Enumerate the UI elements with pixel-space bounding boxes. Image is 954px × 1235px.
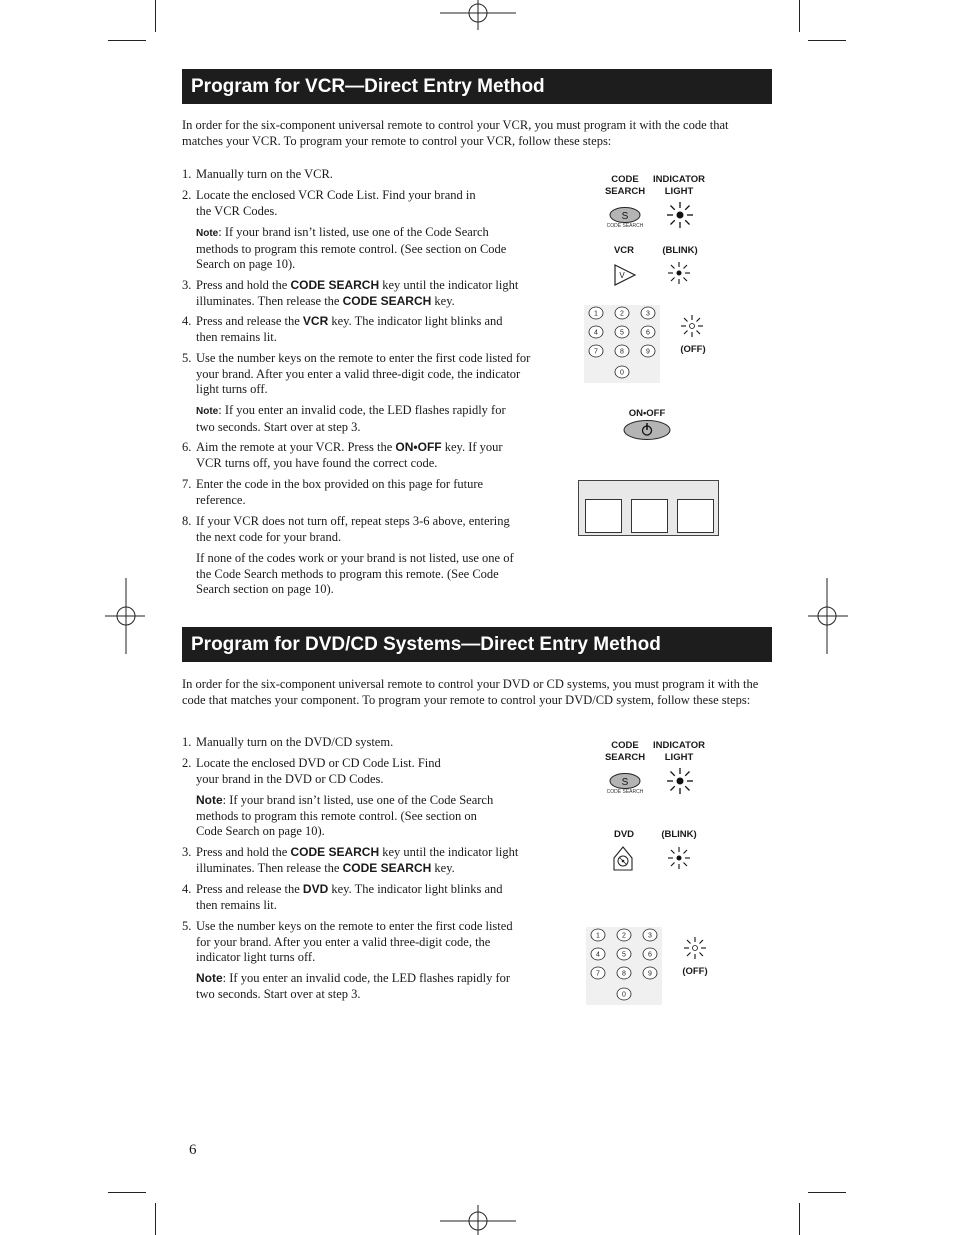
crop-mark <box>808 1192 846 1193</box>
keypad-digit: 6 <box>648 951 652 959</box>
step-text: key until the indicator light illuminates. Then release the <box>196 845 519 875</box>
vcr-key-label: VCR <box>302 314 329 328</box>
registration-mark-left <box>105 578 145 654</box>
keypad-digit: 5 <box>622 951 626 959</box>
step-text: If your VCR does not turn off, repeat steps 3-6 above, entering the next code for your brand. <box>196 514 510 544</box>
keypad-digit: 2 <box>620 310 624 318</box>
vcr-note-1 <box>196 225 522 273</box>
keypad-digit: 9 <box>648 970 652 978</box>
step-text: Use the number keys on the remote to enter the first code listed for your brand. After you enter a valid three-digit code, the indicator light turns off. <box>196 351 531 396</box>
note-label: Note <box>196 406 219 417</box>
vcr-step-1 <box>182 167 532 183</box>
step-text: Manually turn on the VCR. <box>196 167 333 181</box>
crop-mark <box>108 40 146 41</box>
dvd-key-icon <box>611 845 635 873</box>
dvd-note-1 <box>196 793 506 840</box>
code-digit-box[interactable] <box>585 499 622 533</box>
step-text: key. The indicator light blinks and then remains lit. <box>196 882 503 912</box>
indicator-light-on-icon <box>666 201 694 229</box>
step-number: 3. <box>182 845 192 859</box>
code-search-key-label: CODE SEARCH <box>342 860 432 875</box>
keypad-digit: 6 <box>646 329 650 337</box>
number-keypad-icon <box>586 927 666 1007</box>
vcr-key-icon <box>611 262 639 288</box>
step-text: Press and release the <box>196 314 303 328</box>
step-text: Press and hold the <box>196 845 291 859</box>
note-label: Note <box>196 971 223 985</box>
indicator-light-blink-icon <box>667 261 691 285</box>
code-search-key-label: CODE SEARCH <box>290 278 380 292</box>
crop-mark <box>155 1203 156 1235</box>
note-label: Note <box>196 228 219 239</box>
onoff-label: ON•OFF <box>628 408 666 419</box>
keypad-digit: 8 <box>622 970 626 978</box>
vcr-step-6 <box>182 440 512 471</box>
note-text: : If you enter an invalid code, the LED flashes rapidly for two seconds. Start over at step 3. <box>196 971 511 1001</box>
number-keypad-icon <box>584 305 664 385</box>
dvd-step-3 <box>182 845 530 876</box>
keypad-digit: 0 <box>620 369 624 377</box>
keypad-digit: 5 <box>620 329 624 337</box>
off-label: (OFF) <box>682 966 708 977</box>
keypad-digit: 9 <box>646 348 650 356</box>
step-number: 6. <box>182 440 192 454</box>
vcr-step-8 <box>182 514 512 545</box>
step-number: 2. <box>182 188 192 202</box>
keypad-digit: 4 <box>596 951 600 959</box>
vcr-step-3 <box>182 278 527 309</box>
page-number: 6 <box>189 1142 197 1158</box>
step-text: key. <box>431 860 455 875</box>
blink-label: (BLINK) <box>662 245 698 256</box>
svg-text:CODE SEARCH: CODE SEARCH <box>606 223 644 229</box>
code-digit-box[interactable] <box>677 499 714 533</box>
step-number: 4. <box>182 314 192 328</box>
step-number: 3. <box>182 278 192 292</box>
onoff-key-label: ON•OFF <box>395 440 442 454</box>
svg-text:CODE SEARCH: CODE SEARCH <box>606 789 644 795</box>
keypad-digit: 8 <box>620 348 624 356</box>
crop-mark <box>799 0 800 32</box>
dvd-note-2 <box>196 971 530 1002</box>
step-text: Locate the enclosed DVD or CD Code List. Find your brand in the DVD or CD Codes. <box>196 756 441 786</box>
step-text: Press and hold the <box>196 278 291 292</box>
note-label: Note <box>196 793 223 807</box>
keypad-digit: 7 <box>596 970 600 978</box>
vcr-step-2 <box>182 188 492 219</box>
code-search-key-icon <box>606 769 646 795</box>
note-text: : If your brand isn’t listed, use one of the Code Search methods to program this remote control. (See section on Code Search on page 10). <box>196 793 494 838</box>
keypad-digit: 1 <box>596 932 600 940</box>
registration-mark-right <box>808 578 848 654</box>
indicator-light-on-icon <box>666 767 694 795</box>
step-text: Use the number keys on the remote to enter the first code listed for your brand. After you enter a valid three-digit code, the indicator light turns off. <box>196 919 513 964</box>
note-text: : If your brand isn’t listed, use one of the Code Search methods to program this remote control. (See section on Code Search on page 10). <box>196 225 507 271</box>
vcr-code-entry-box <box>578 480 719 536</box>
step-number: 2. <box>182 756 192 770</box>
keypad-digit: 1 <box>594 310 598 318</box>
step-number: 4. <box>182 882 192 896</box>
step-number: 1. <box>182 735 192 749</box>
registration-mark-top <box>440 0 516 30</box>
keypad-digit: 4 <box>594 329 598 337</box>
vcr-section-title: Program for VCR—Direct Entry Method <box>182 69 772 104</box>
code-search-key-label: CODE SEARCH <box>342 293 432 308</box>
step-text: Press and release the <box>196 882 303 896</box>
crop-mark <box>108 1192 146 1193</box>
vcr-closing-note: If none of the codes work or your brand is not listed, use one of the Code Search methods to program this remote. (See Code Search section on page 10). <box>196 551 514 596</box>
code-search-key-label: CODE SEARCH <box>290 845 380 859</box>
vcr-step-7 <box>182 477 492 508</box>
step-text: Manually turn on the DVD/CD system. <box>196 735 394 749</box>
step-number: 8. <box>182 514 192 528</box>
step-text: key until the indicator light illuminates. Then release the <box>196 278 519 308</box>
dvd-key-label: DVD <box>302 882 329 896</box>
step-text: Locate the enclosed VCR Code List. Find your brand in the VCR Codes. <box>196 188 476 218</box>
svg-text:V: V <box>619 271 625 280</box>
step-text: key. The indicator light blinks and then remains lit. <box>196 314 503 344</box>
indicator-light-label: INDICATOR LIGHT <box>653 740 705 763</box>
step-number: 1. <box>182 167 192 181</box>
indicator-light-label: INDICATOR LIGHT <box>653 174 705 197</box>
vcr-note-2 <box>196 403 526 435</box>
keypad-digit: 0 <box>622 991 626 999</box>
crop-mark <box>799 1203 800 1235</box>
code-digit-box[interactable] <box>631 499 668 533</box>
dvd-step-2 <box>182 756 462 787</box>
step-text: Aim the remote at your VCR. Press the <box>196 440 396 454</box>
crop-mark <box>808 40 846 41</box>
keypad-digit: 3 <box>648 932 652 940</box>
step-text: Enter the code in the box provided on this page for future reference. <box>196 477 484 507</box>
vcr-step-5 <box>182 351 542 398</box>
registration-mark-bottom <box>440 1205 516 1235</box>
indicator-light-off-icon <box>680 314 704 338</box>
vcr-step-4 <box>182 314 527 345</box>
dvd-step-1 <box>182 735 532 751</box>
keypad-digit: 3 <box>646 310 650 318</box>
power-key-icon <box>621 418 673 442</box>
svg-text:S: S <box>621 777 629 788</box>
crop-mark <box>155 0 156 32</box>
svg-text:S: S <box>621 211 629 222</box>
dvd-section-title: Program for DVD/CD Systems—Direct Entry Method <box>182 627 772 662</box>
off-label: (OFF) <box>680 344 706 355</box>
code-search-label: CODE SEARCH <box>604 740 646 763</box>
blink-label: (BLINK) <box>661 829 697 840</box>
dvd-intro: In order for the six-component universal remote to control your DVD or CD systems, you must program it with the code that matches your component. To program your remote to control your DVD/CD system, follow these steps: <box>182 677 759 707</box>
step-number: 7. <box>182 477 192 491</box>
indicator-light-off-icon <box>683 936 707 960</box>
step-number: 5. <box>182 351 192 365</box>
step-text: key. <box>431 293 455 308</box>
vcr-label: VCR <box>613 245 635 256</box>
code-search-label: CODE SEARCH <box>604 174 646 197</box>
note-text: : If you enter an invalid code, the LED flashes rapidly for two seconds. Start over at step 3. <box>196 403 506 434</box>
code-search-key-icon <box>606 203 646 229</box>
vcr-intro: In order for the six-component universal remote to control your VCR, you must program it with the code that matches your VCR. To program your remote to control your VCR, follow these steps: <box>182 118 729 148</box>
indicator-light-blink-icon <box>667 846 691 870</box>
step-number: 5. <box>182 919 192 933</box>
dvd-step-5 <box>182 919 527 966</box>
dvd-label: DVD <box>613 829 635 840</box>
dvd-step-4 <box>182 882 527 913</box>
keypad-digit: 7 <box>594 348 598 356</box>
keypad-digit: 2 <box>622 932 626 940</box>
step-text: key. If your VCR turns off, you have found the correct code. <box>196 440 503 470</box>
